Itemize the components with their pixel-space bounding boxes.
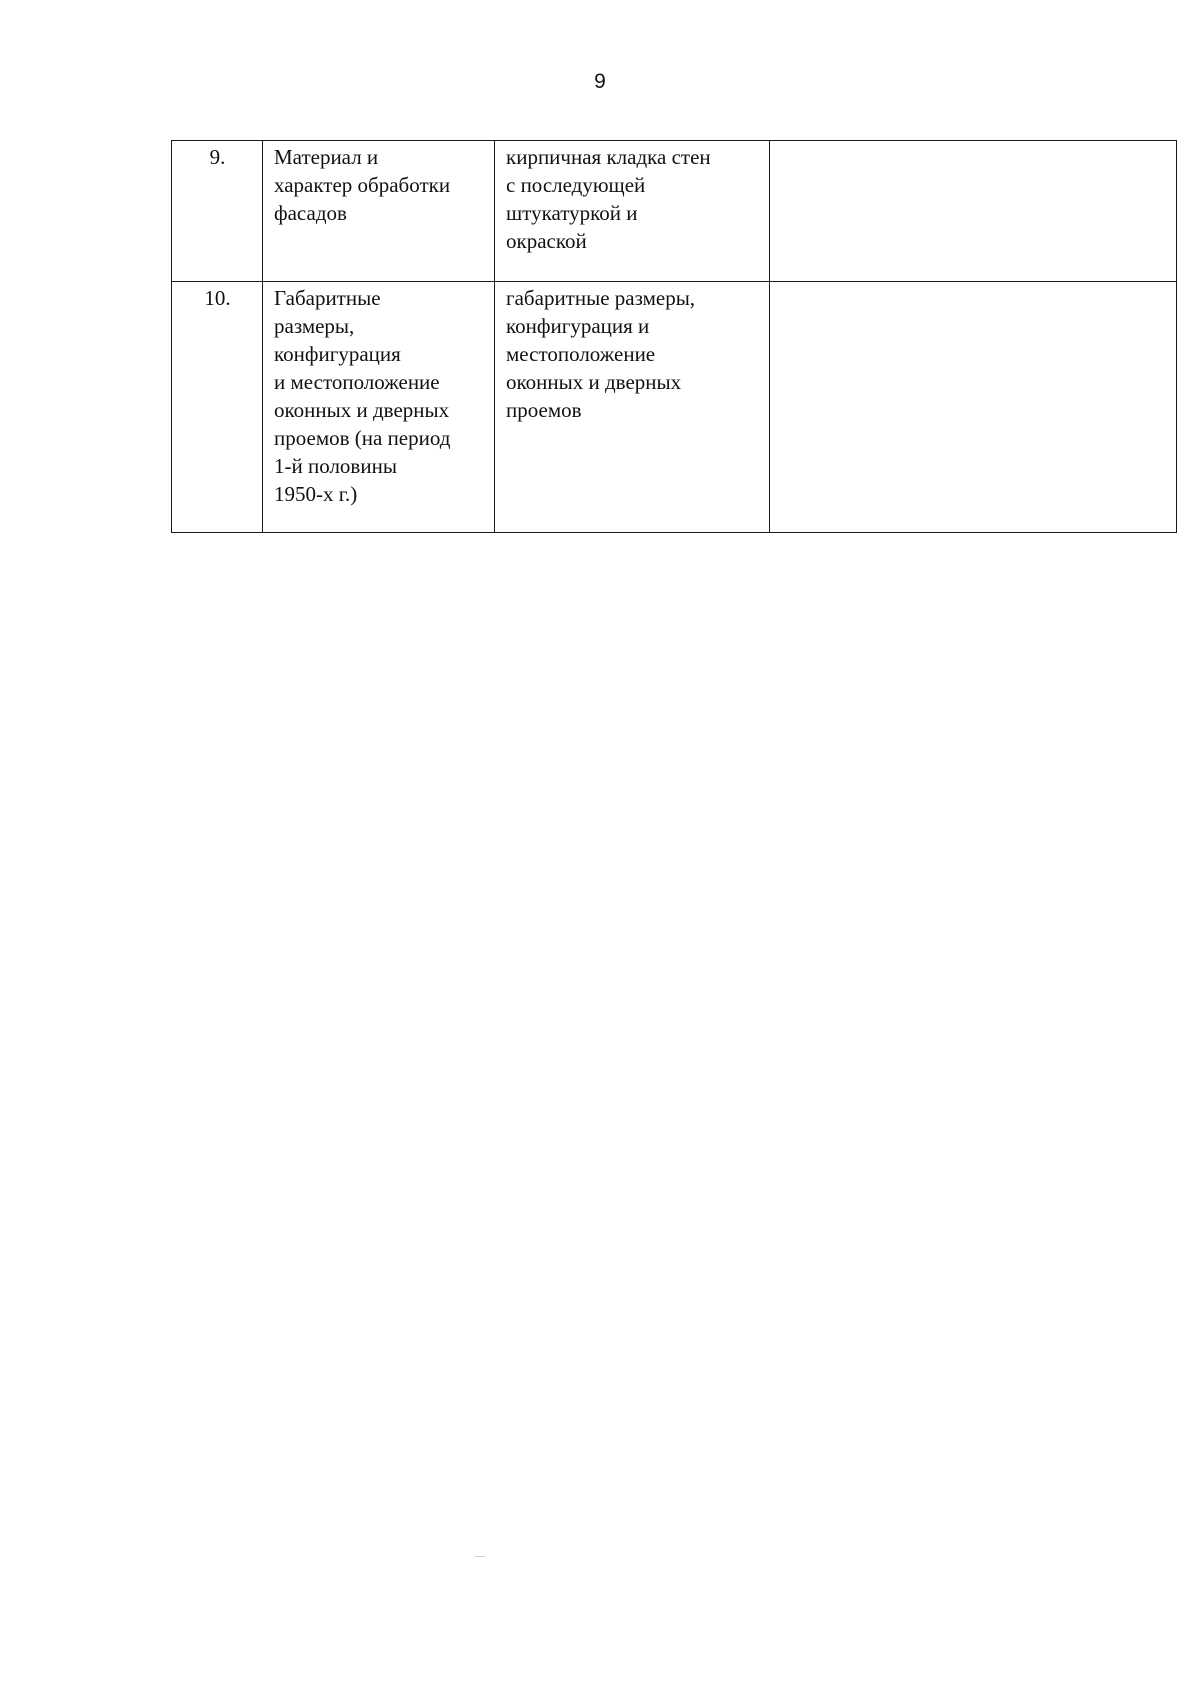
cell-text-line: 1-й половины — [274, 454, 397, 478]
cell-text-line: штукатуркой и — [506, 201, 638, 225]
cell-text-line: конфигурация и — [506, 314, 650, 338]
cell-text-line: характер обработки — [274, 173, 451, 197]
cell-text-line: и местоположение — [274, 370, 440, 394]
characteristic-value-cell — [495, 141, 770, 282]
cell-text-line: окраской — [506, 229, 587, 253]
row-number-cell: 10. — [172, 282, 263, 533]
cell-text-line: местоположение — [506, 342, 656, 366]
cell-text-line: оконных и дверных — [274, 398, 450, 422]
cell-text-line: размеры, — [274, 314, 355, 338]
cell-text-line: оконных и дверных — [506, 370, 682, 394]
scan-artifact — [475, 1556, 485, 1557]
cell-text-line: конфигурация — [274, 342, 401, 366]
characteristics-table — [171, 140, 1177, 533]
characteristic-name-cell — [263, 282, 495, 533]
cell-text-line: с последующей — [506, 173, 646, 197]
note-cell — [770, 141, 1177, 282]
row-number-cell: 9. — [172, 141, 263, 282]
page-number: 9 — [594, 70, 606, 93]
cell-text-line: 1950-х г.) — [274, 482, 358, 506]
cell-text-line: проемов (на период — [274, 426, 451, 450]
table-row — [172, 282, 1177, 533]
cell-text-line: фасадов — [274, 201, 347, 225]
cell-text-line: Габаритные — [274, 286, 381, 310]
characteristic-value-cell — [495, 282, 770, 533]
note-cell — [770, 282, 1177, 533]
cell-text-line: проемов — [506, 398, 582, 422]
characteristic-name-cell — [263, 141, 495, 282]
cell-text-line: Материал и — [274, 145, 379, 169]
cell-text-line: кирпичная кладка стен — [506, 145, 711, 169]
cell-text-line: габаритные размеры, — [506, 286, 696, 310]
table-row — [172, 141, 1177, 282]
